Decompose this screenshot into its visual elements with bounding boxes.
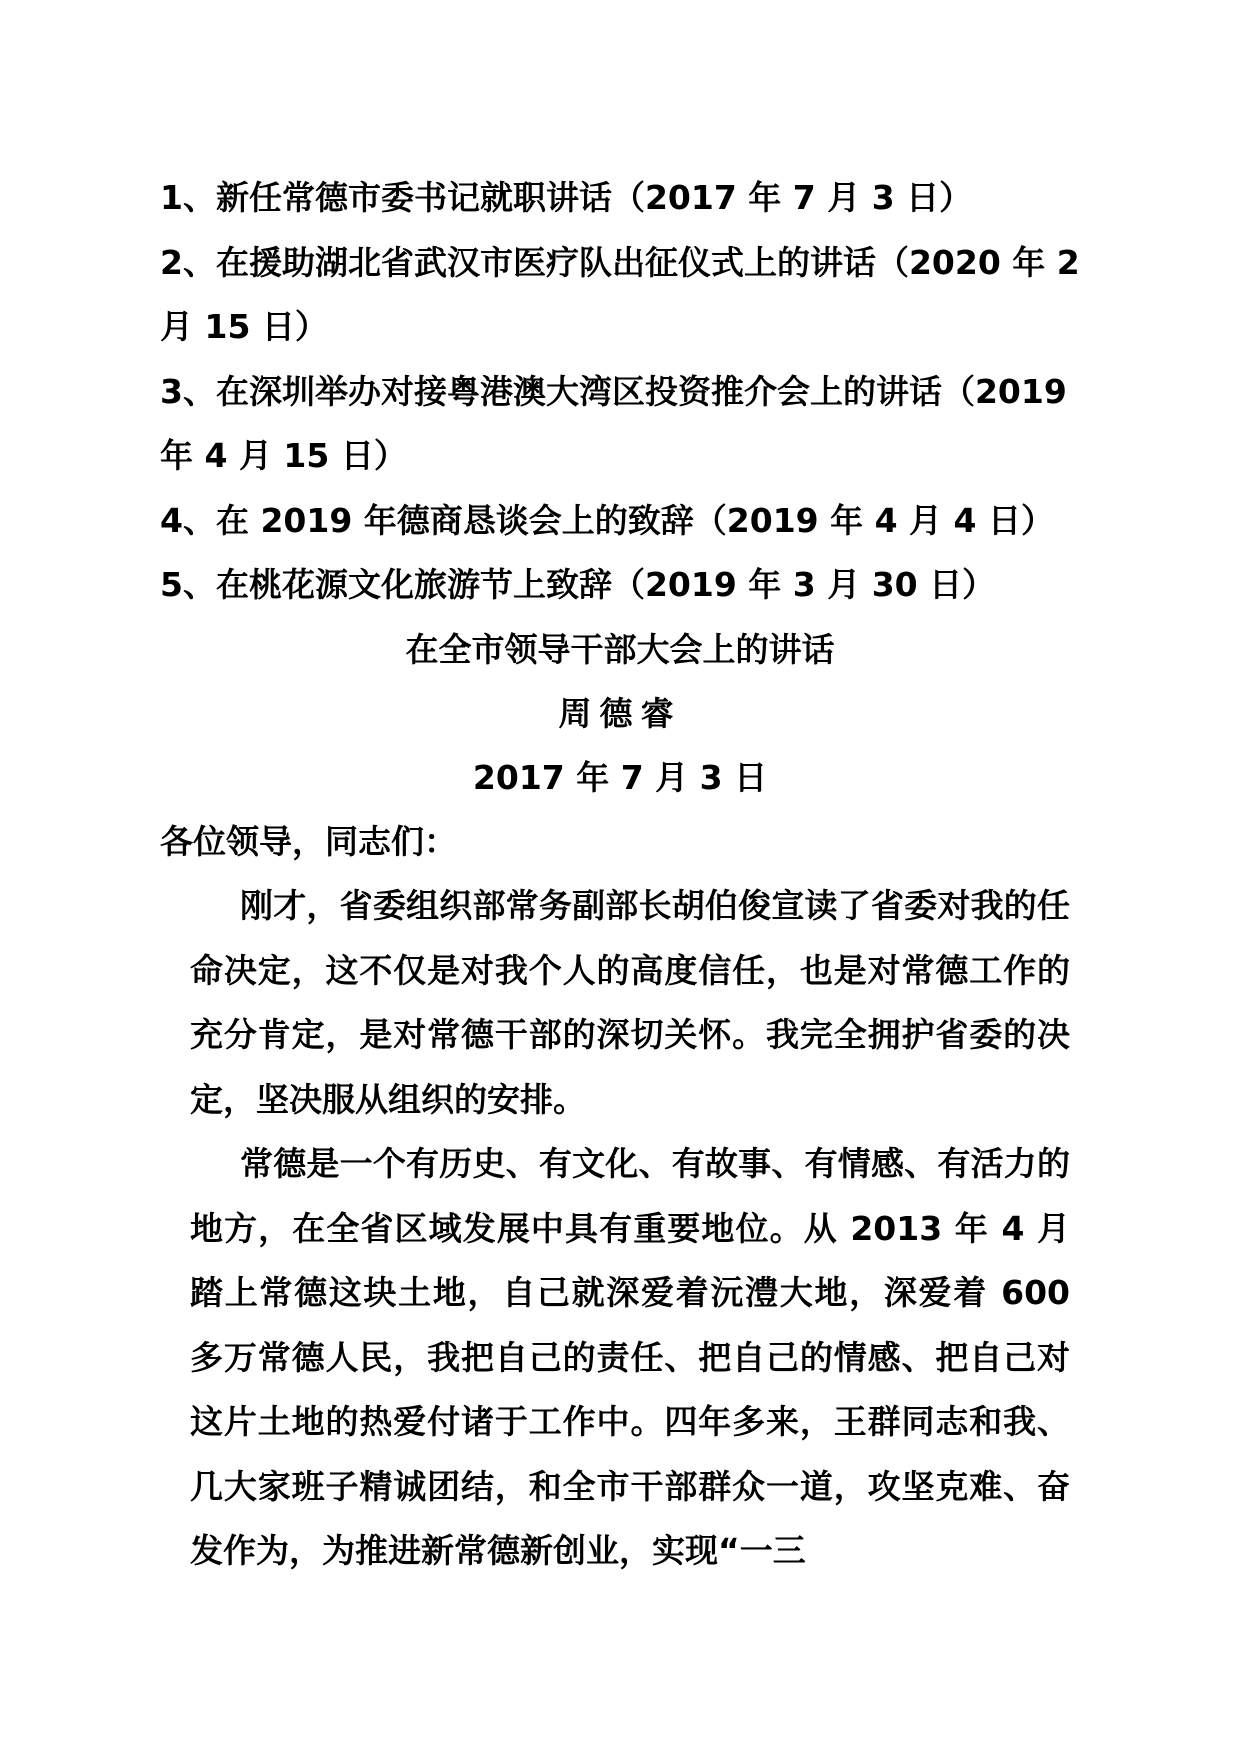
salutation: 各位领导，同志们： [160, 822, 457, 861]
toc-item-1: 1、新任常德市委书记就职讲话（2017 年 7 月 3 日） [160, 178, 973, 217]
toc-item-3: 3、在深圳举办对接粤港澳大湾区投资推介会上的讲话（2019 年 4 月 15 日） [160, 371, 1067, 475]
toc-item-4: 4、在 2019 年德商恳谈会上的致辞（2019 年 4 月 4 日） [160, 500, 1054, 540]
toc-item-5: 5、在桃花源文化旅游节上致辞（2019 年 3 月 30 日） [160, 565, 996, 604]
speech-author: 周德睿 [558, 694, 682, 733]
toc-item-2: 2、在援助湖北省武汉市医疗队出征仪式上的讲话（2020 年 2 月 15 日） [160, 242, 1080, 346]
speech-title: 在全市领导干部大会上的讲话 [405, 630, 835, 669]
body-paragraph-1: 刚才，省委组织部常务副部长胡伯俊宣读了省委对我的任命决定，这不仅是对我个人的高度信任，也是对常德工作的充分肯定，是对常德干部的深切关怀。我完全拥护省委的决定，坚决服从组织的安排。 [190, 886, 1070, 1119]
table-of-contents [160, 166, 1090, 618]
body-paragraph-2: 常德是一个有历史、有文化、有故事、有情感、有活力的地方，在全省区域发展中具有重要地位。从 2013 年 4 月踏上常德这块土地，自己就深爱着沅澧大地，深爱着 600 多万常德人民，我把自己的责任、把自己的情感、把自己对这片土地的热爱付诸于工作中。四年多来，王群同志和我、几大家班子精诚团结，和全市干部群众一道，攻坚克难、奋发作为，为推进新常德新创业，实现“一三 [190, 1144, 1070, 1570]
speech-date: 2017 年 7 月 3 日 [472, 758, 768, 797]
